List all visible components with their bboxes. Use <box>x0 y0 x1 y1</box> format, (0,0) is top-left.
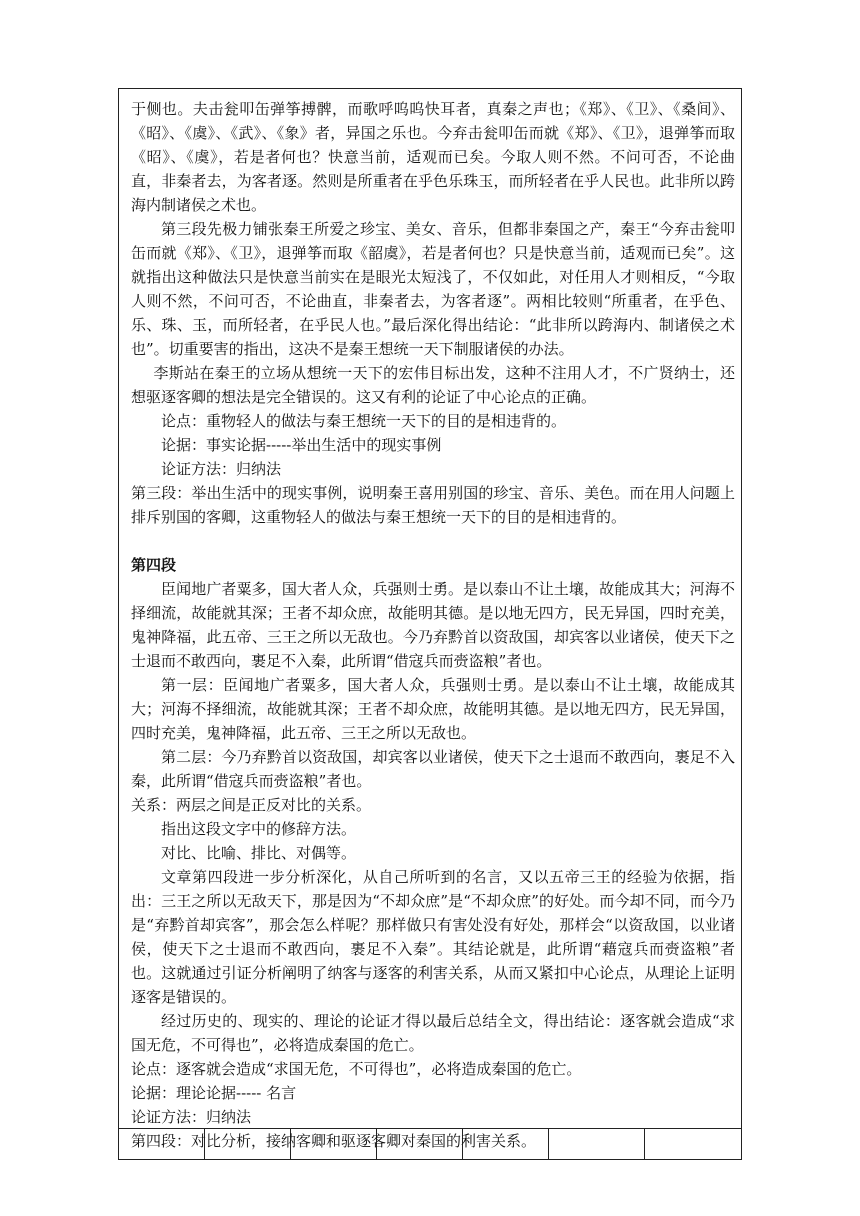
section4-question: 指出这段文字中的修辞方法。 <box>161 820 357 838</box>
section3-point: 论点：重物轻人的做法与秦王想统一天下的目的是相违背的。 <box>161 412 567 430</box>
section4-relation: 关系：两层之间是正反对比的关系。 <box>131 796 372 814</box>
section4-evidence: 论据：理论论据----- 名言 <box>131 1084 297 1102</box>
section3-evidence: 论据：事实论据-----举出生活中的现实事例 <box>161 436 442 454</box>
section4-layer-2: 第二层：今乃弃黔首以资敌国，却宾客以业诸侯，使天下之士退而不敢西向，裹足不入秦，此所谓“借寇兵而赍盗粮”者也。 <box>131 748 735 790</box>
section4-analysis-1: 文章第四段进一步分析深化，从自己所听到的名言，又以五帝三王的经验为依据，指出：三王之所以无敌天下，那是因为“不却众庶”是“不却众庶”的好处。而今却不同，而今乃是“弃黔首却宾客”，那会怎么样呢？那样做只有害处没有好处，那样会“以资敌国，以业诸侯，使天下之士退而不敢西向，裹足不入秦”。其结论就是，此所谓“藉寇兵而赍盗粮”者也。这就通过引证分析阐明了纳客与逐客的利害关系，从而又紧扣中心论点，从理论上证明逐客是错误的。 <box>131 868 735 1006</box>
section4-answer: 对比、比喻、排比、对偶等。 <box>161 844 357 862</box>
section3-original-text: 于侧也。夫击瓮叩缶弹筝搏髀，而歌呼呜呜快耳者，真秦之声也；《郑》、《卫》、《桑间》、《昭》、《虞》、《武》、《象》者，异国之乐也。今弃击瓮叩缶而就《郑》、《卫》，退弹筝而取《昭》、《虞》，若是者何也？快意当前，适观而已矣。今取人则不然。不问可否，不论曲直，非秦者去，为客者逐。然则是所重者在乎色乐珠玉，而所轻者在乎人民也。此非所以跨海内制诸侯之术也。 <box>131 100 735 214</box>
section4-summary: 第四段：对比分析，接纳客卿和驱逐客卿对秦国的利害关系。 <box>131 1132 537 1150</box>
section3-analysis-2: 李斯站在秦王的立场从想统一天下的宏伟目标出发，这种不注用人才，不广贤纳士，还想驱逐客卿的想法是完全错误的。这又有利的论证了中心论点的正确。 <box>131 364 735 406</box>
section3-summary: 第三段：举出生活中的现实事例，说明秦王喜用别国的珍宝、音乐、美色。而在用人问题上排斥别国的客卿，这重物轻人的做法与秦王想统一天下的目的是相违背的。 <box>131 484 735 526</box>
section4-original-text: 臣闻地广者粟多，国大者人众，兵强则士勇。是以泰山不让土壤，故能成其大；河海不择细流，故能就其深；王者不却众庶，故能明其德。是以地无四方，民无异国，四时充美，鬼神降福，此五帝、三王之所以无敌也。今乃弃黔首以资敌国，却宾客以业诸侯，使天下之士退而不敢西向，裹足不入秦，此所谓“借寇兵而赍盗粮”者也。 <box>131 580 735 670</box>
section3-method: 论证方法：归纳法 <box>161 460 282 478</box>
section4-analysis-2: 经过历史的、现实的、理论的论证才得以最后总结全文，得出结论：逐客就会造成“求国无危，不可得也”，必将造成秦国的危亡。 <box>131 1012 735 1054</box>
section4-heading: 第四段 <box>131 556 177 574</box>
section4-layer-1: 第一层：臣闻地广者粟多，国大者人众，兵强则士勇。是以泰山不让土壤，故能成其大；河海不择细流，故能就其深；王者不却众庶，故能明其德。是以地无四方，民无异国，四时充美，鬼神降福，此五帝、三王之所以无敌也。 <box>131 676 735 742</box>
section4-method: 论证方法：归纳法 <box>131 1108 252 1126</box>
document-body <box>131 97 735 1153</box>
section4-point: 论点：逐客就会造成“求国无危，不可得也”，必将造成秦国的危亡。 <box>131 1060 582 1078</box>
section3-analysis-1: 第三段先极力铺张秦王所爱之珍宝、美女、音乐，但都非秦国之产，秦王“今弃击瓮叩缶而就《郑》、《卫》，退弹筝而取《韶虞》，若是者何也？只是快意当前，适观而已矣”。这就指出这种做法只是快意当前实在是眼光太短浅了，不仅如此，对任用人才则相反，“今取人则不然，不问可否，不论曲直，非秦者去，为客者逐”。两相比较则“所重者，在乎色、乐、珠、玉，而所轻者，在乎民人也。”最后深化得出结论：“此非所以跨海内、制诸侯之术也”。切重要害的指出，这决不是秦王想统一天下制服诸侯的办法。 <box>131 220 735 358</box>
